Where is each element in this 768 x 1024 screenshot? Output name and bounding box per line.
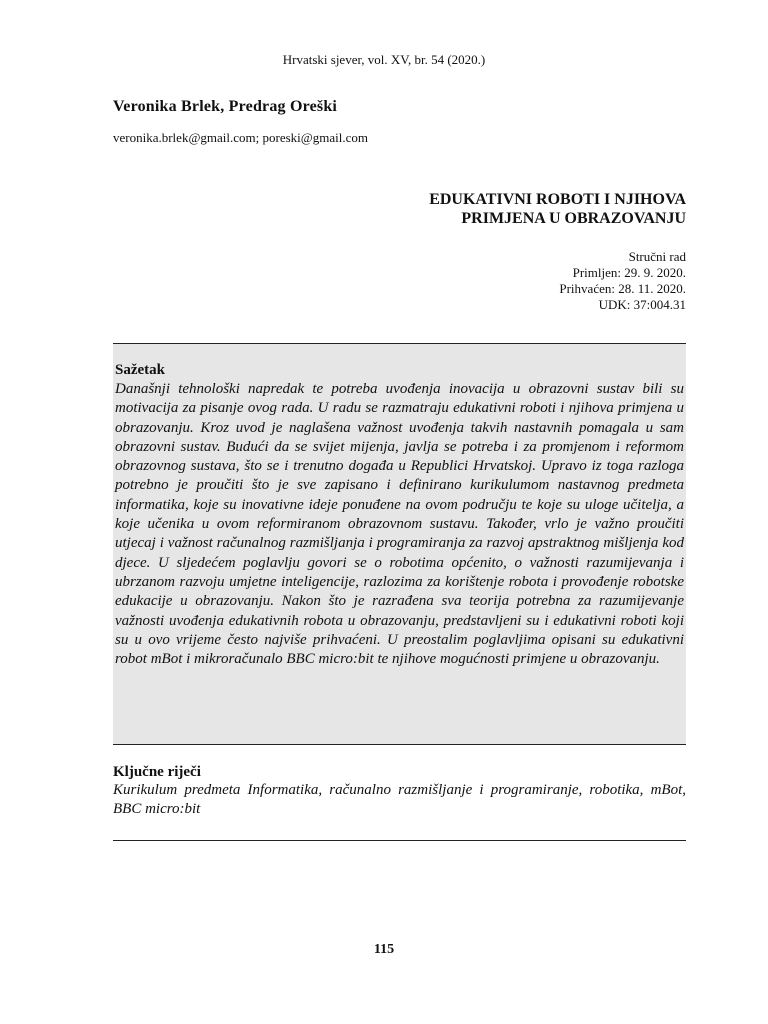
- abstract-box: [113, 344, 686, 744]
- author-names: Veronika Brlek, Predrag Oreški: [113, 98, 338, 115]
- article-type: Stručni rad: [628, 249, 686, 264]
- journal-running-head: Hrvatski sjever, vol. XV, br. 54 (2020.): [282, 52, 486, 67]
- keywords-bottom-rule: [113, 840, 686, 841]
- abstract-bottom-rule: [113, 744, 686, 745]
- article-title-line-2: PRIMJENA U OBRAZOVANJU: [461, 210, 686, 227]
- article-title-line-1: EDUKATIVNI ROBOTI I NJIHOVA: [429, 191, 686, 208]
- received-date: Primljen: 29. 9. 2020.: [572, 265, 686, 280]
- page-number: 115: [373, 942, 395, 957]
- keywords-heading: Ključne riječi: [113, 764, 201, 780]
- keywords-section: [113, 764, 686, 820]
- keywords-text: Kurikulum predmeta Informatika, računalno razmišljanje i programiranje, robotika, mBot, BBC micro:bit: [113, 782, 686, 818]
- abstract-heading: Sažetak: [115, 362, 165, 378]
- article-metadata: [386, 249, 686, 313]
- article-title: [246, 190, 686, 228]
- author-emails: veronika.brlek@gmail.com; poreski@gmail.com: [113, 130, 368, 145]
- accepted-date: Prihvaćen: 28. 11. 2020.: [559, 281, 686, 296]
- abstract-text: Današnji tehnološki napredak te potreba uvođenja inovacija u obrazovni sustav bili su motivacija za pisanje ovog rada. U radu se razmatraju edukativni roboti i njihova primjena u obrazovanju. Kroz uvod je naglašena važnost uvođenja takvih nastavnih pomagala u sam obrazovni sustav. Budući da se svijet mijenja, javlja se potreba i za promjenom i reformom obrazovnog sustava, što se i trenutno događa u Republici Hrvatskoj. Upravo iz toga razloga potrebno je proučiti što je sve zapisano i definirano kurikulumom nastavnog predmeta informatika, koje su inovativne ideje ponuđene na ovom području te koje su uloge učitelja, a koje učenika u ovom reformiranom obrazovnom sustavu. Također, vrlo je važno proučiti utjecaj i važnost računalnog razmišljanja i programiranja za razvoj apstraktnog mišljenja kod djece. U sljedećem poglavlju govori se o robotima općenito, o važnosti razumijevanja i ubrzanom razvoju umjetne inteligencije, razlozima za korištenje robota i provođenje robotske edukacije u obrazovanju. Nakon što je razrađena sva teorija potrebna za razumijevanje važnosti uvođenja edukativnih robota u obrazovanju, predstavljeni su i edukativni roboti koji su u ovo vrijeme često najviše prihvaćeni. U preostalim poglavljima opisani su edukativni robot mBot i mikroračunalo BBC micro:bit te njihove mogućnosti primjene u obrazovanju.: [115, 381, 684, 668]
- udk-code: UDK: 37:004.31: [598, 297, 686, 312]
